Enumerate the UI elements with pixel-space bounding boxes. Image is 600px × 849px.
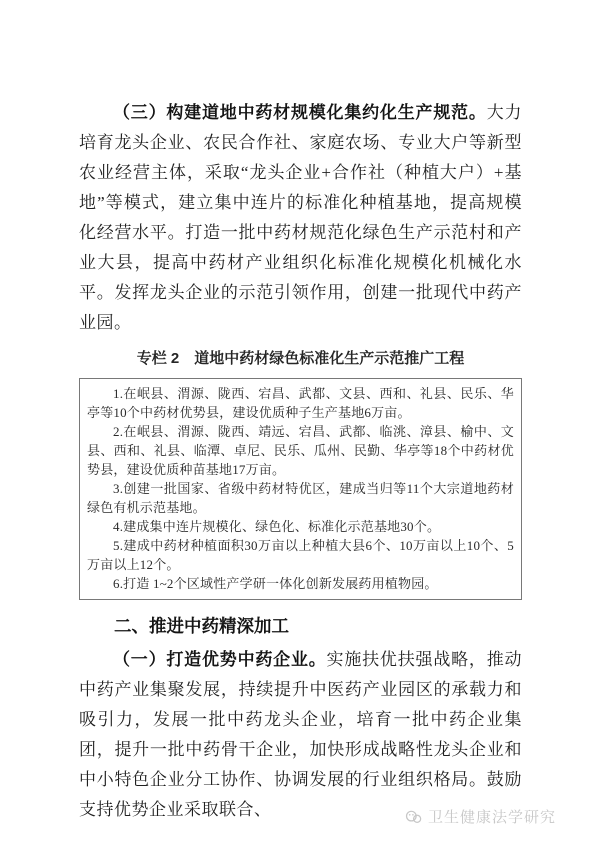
paragraph-2 [79, 645, 522, 825]
box-item: 2.在岷县、渭源、陇西、靖远、宕昌、武都、临洮、漳县、榆中、文县、西和、礼县、临潭、卓尼、民乐、瓜州、民勤、华亭等18个中药材优势县，建设优质种苗基地17万亩。 [87, 424, 514, 477]
paragraph-2-text: 实施扶优扶强战略，推动中药产业集聚发展，持续提升中医药产业园区的承载力和吸引力，发展一批中药龙头企业，培育一批中药企业集团，提升一批中药骨干企业，加快形成战略性龙头企业和中小特色企业分工协作、协调发展的行业组织格局。鼓励支持优势企业采取联合、 [79, 650, 523, 819]
document-content [79, 98, 522, 825]
paragraph-2-lead: （一）打造优势中药企业。 [113, 650, 327, 669]
box-title: 专栏 2 道地中药材绿色标准化生产示范推广工程 [136, 350, 465, 367]
watermark-label: 卫生健康法学研究 [427, 809, 556, 826]
box-item: 1.在岷县、渭源、陇西、宕昌、武都、文县、西和、礼县、民乐、华亭等10个中药材优势县，建设优质种子生产基地6万亩。 [87, 386, 514, 420]
paragraph-1 [79, 98, 522, 338]
watermark [405, 806, 556, 827]
spec-box [79, 378, 522, 600]
section-heading: 二、推进中药精深加工 [114, 616, 289, 636]
box-item: 6.打造 1~2个区域性产学研一体化创新发展药用植物园。 [113, 576, 438, 591]
paragraph-1-text: 大力培育龙头企业、农民合作社、家庭农场、专业大户等新型农业经营主体，采取“龙头企业+合作社（种植大户）+基地”等模式，建立集中连片的标准化种植基地，提高规模化经营水平。打造一批中药材规范化绿色生产示范村和产业大县，提高中药材产业组织化标准化规模化机械化水平。发挥龙头企业的示范引领作用，创建一批现代中药产业园。 [79, 103, 523, 332]
box-item: 5.建成中药材种植面积30万亩以上种植大县6个、10万亩以上10个、5万亩以上12个。 [87, 538, 514, 572]
watermark-logo-icon [405, 809, 423, 825]
box-item: 3.创建一批国家、省级中药材特优区，建成当归等11个大宗道地药材绿色有机示范基地。 [87, 481, 514, 515]
box-item: 4.建成集中连片规模化、绿色化、标准化示范基地30个。 [113, 519, 441, 534]
paragraph-1-lead: （三）构建道地中药材规模化集约化生产规范。 [113, 103, 487, 122]
